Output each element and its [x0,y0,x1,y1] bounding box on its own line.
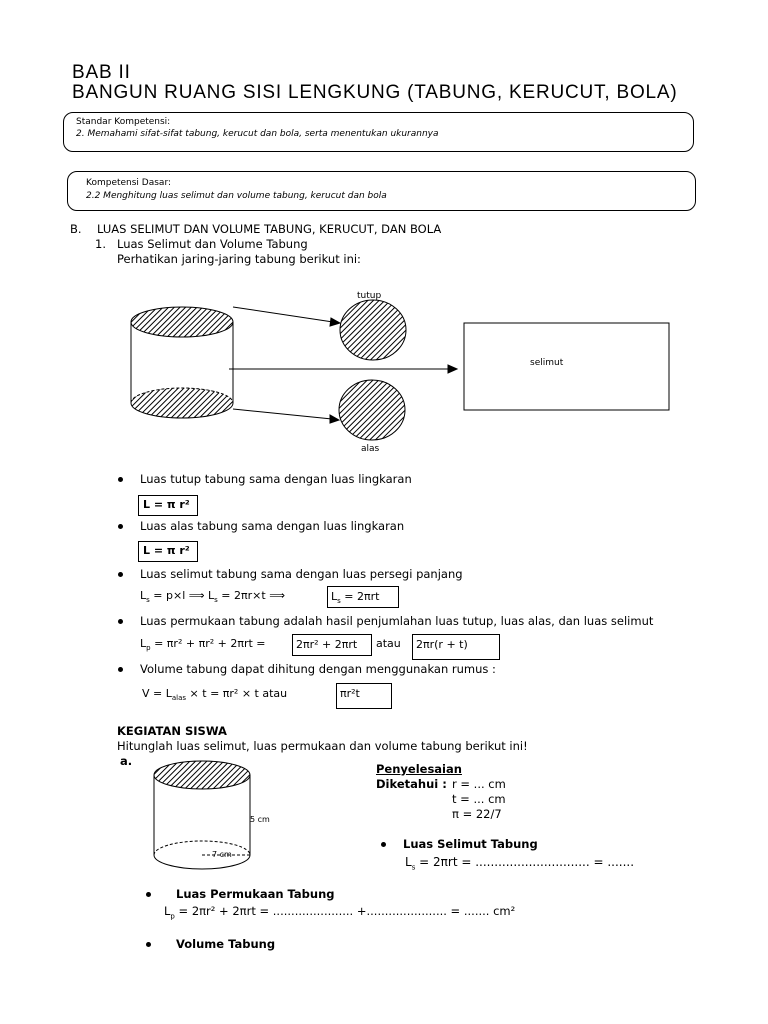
bullet-dot [118,524,123,529]
kegiatan-heading: KEGIATAN SISWA [117,724,227,738]
bullet-dot [118,477,123,482]
kompetensi-dasar-label: Kompetensi Dasar: [86,178,172,188]
bullet-permukaan-text: Luas permukaan tabung adalah hasil penjumlahan luas tutup, luas alas, dan luas selimut [140,614,654,628]
subsection-marker: 1. [95,237,106,251]
volume-task-label: Volume Tabung [176,937,276,951]
formula-part: = 2πr×t ⟹ [217,589,285,602]
page-title: BANGUN RUANG SISI LENGKUNG (TABUNG, KERUCUT, BOLA) [72,82,678,103]
formula-permukaan-boxed-2: 2πr(r + t) [416,638,468,651]
formula-part: V = L [142,687,172,700]
formula-box-selimut [327,586,399,608]
penyelesaian-label: Penyelesaian [376,762,462,776]
cylinder-shape [131,307,233,418]
formula-part: L [164,904,171,918]
formula-sub: s [337,597,341,606]
formula-part: L [331,590,338,603]
pi-value-line: π = 22/7 [452,807,502,821]
diketahui-label: Diketahui : [376,777,447,791]
formula-part: L [140,637,147,650]
formula-part: = p×l ⟹ L [149,589,215,602]
selimut-rectangle [464,323,669,410]
permukaan-task-formula [164,904,515,920]
alas-circle [339,380,405,440]
bullet-selimut-text: Luas selimut tabung sama dengan luas persegi panjang [140,567,463,581]
bullet-dot [146,942,151,947]
alas-label: alas [361,444,380,454]
subsection-heading: Luas Selimut dan Volume Tabung [117,237,308,251]
formula-part: L [140,589,147,602]
tutup-label: tutup [357,291,382,301]
intro-text: Perhatikan jaring-jaring tabung berikut ini: [117,252,361,266]
formula-part: = πr² + πr² + 2πrt = [150,637,266,650]
formula-part: × t = πr² × t atau [186,687,288,700]
formula-box-volume [336,683,392,709]
formula-box-alas [138,541,198,562]
selimut-task-label: Luas Selimut Tabung [403,837,538,851]
selimut-task-formula [405,855,634,871]
bullet-volume-text: Volume tabung dapat dihitung dengan menggunakan rumus : [140,662,496,676]
section-heading: LUAS SELIMUT DAN VOLUME TABUNG, KERUCUT, DAN BOLA [97,222,442,236]
formula-box-permukaan-2 [412,634,500,660]
standar-kompetensi-text: 2. Memahami sifat-sifat tabung, kerucut dan bola, serta menentukan ukurannya [76,129,439,139]
formula-volume [142,687,287,702]
section-marker: B. [70,222,82,236]
atau-label: atau [376,637,401,650]
formula-part: L [405,855,412,869]
r-value-line: r = ... cm [452,777,506,791]
exercise-cylinder [154,761,250,869]
selimut-label: selimut [530,358,564,368]
formula-sub: alas [171,694,187,703]
formula-sub: s [214,596,218,605]
radius-label: 7 cm [212,850,232,859]
formula-sub: p [146,644,151,653]
kegiatan-instruction: Hitunglah luas selimut, luas permukaan dan volume tabung berikut ini! [117,739,528,753]
formula-permukaan [140,637,266,652]
formula-selimut [140,589,285,604]
bullet-dot [118,667,123,672]
height-label: 5 cm [250,815,270,824]
item-marker: a. [120,754,133,768]
formula-selimut-boxed [331,590,379,605]
bullet-tutup-text: Luas tutup tabung sama dengan luas lingkaran [140,472,412,486]
bullet-dot [381,842,386,847]
formula-part: = 2πrt = .............................. = ....... [415,855,635,869]
formula-sub: p [170,912,175,921]
formula-sub: s [146,596,150,605]
tutup-circle [340,300,406,360]
formula-part: = 2πrt [340,590,380,603]
formula-permukaan-boxed: 2πr² + 2πrt [296,638,358,651]
permukaan-task-label: Luas Permukaan Tabung [176,887,335,901]
bullet-dot [118,572,123,577]
formula-tutup: L = π r² [143,498,190,511]
kompetensi-dasar-text: 2.2 Menghitung luas selimut dan volume tabung, kerucut dan bola [86,191,387,201]
bullet-alas-text: Luas alas tabung sama dengan luas lingkaran [140,519,405,533]
formula-box-tutup [138,495,198,516]
standar-kompetensi-label: Standar Kompetensi: [76,117,171,127]
t-value-line: t = ... cm [452,792,506,806]
formula-sub: s [411,863,416,872]
chapter-label: BAB II [72,62,131,83]
formula-box-permukaan [292,634,372,656]
bullet-dot [146,892,151,897]
formula-volume-boxed: πr²t [340,687,360,700]
formula-part: = 2πr² + 2πrt = ...................... +...................... = ....... cm² [174,904,516,918]
bullet-dot [118,619,123,624]
formula-alas: L = π r² [143,544,190,557]
